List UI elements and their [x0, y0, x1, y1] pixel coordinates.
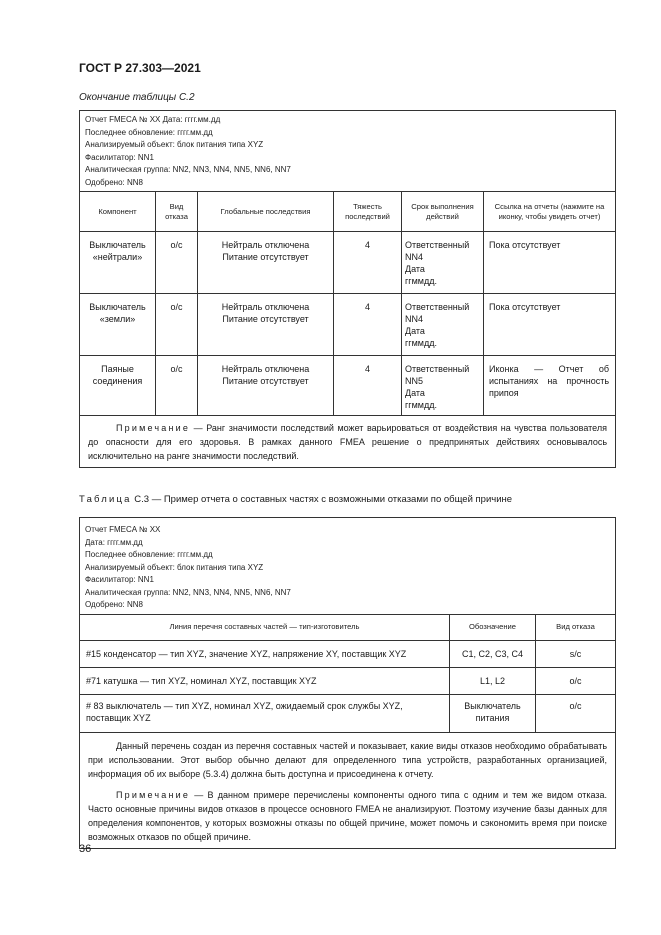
effects-line: Нейтраль отключена [221, 364, 310, 374]
column-header: Ссылка на отчеты (нажмите на иконку, чтобы увидеть отчет) [484, 192, 616, 232]
effects-cell [198, 232, 334, 294]
deadline-line: NN4 [405, 314, 424, 324]
component-cell: Выключатель «земли» [80, 294, 156, 356]
note-label: Примечание [116, 423, 191, 433]
table-row [80, 232, 616, 294]
component-cell: Паяные соединения [80, 356, 156, 416]
table-title-text: С.3 — Пример отчета о составных частях с возможными отказами по общей причине [131, 494, 513, 505]
failure-mode-cell: о/с [156, 294, 198, 356]
deadline-line: NN5 [405, 376, 424, 386]
report-link-cell: Пока отсутствует [484, 232, 616, 294]
info-line: Анализируемый объект: блок питания типа XYZ [85, 562, 264, 572]
effects-cell [198, 294, 334, 356]
table-c2 [79, 110, 616, 468]
table-row [80, 356, 616, 416]
report-info [80, 518, 616, 615]
info-line: Последнее обновление: гггг.мм.дд [85, 127, 213, 137]
column-header: Обозначение [450, 614, 536, 640]
failure-mode-cell: o/c [536, 667, 616, 694]
effects-line: Нейтраль отключена [221, 240, 310, 250]
column-header: Линия перечня составных частей — тип-изготовитель [80, 614, 450, 640]
info-line: Одобрено: NN8 [85, 177, 143, 187]
report-link-cell: Пока отсутствует [484, 294, 616, 356]
report-info [80, 111, 616, 192]
component-cell: Выключатель «нейтрали» [80, 232, 156, 294]
part-cell: #15 конденсатор — тип XYZ, значение XYZ, напряжение XY, поставщик XYZ [80, 640, 450, 667]
effects-line: Питание отсутствует [222, 314, 309, 324]
deadline-line: Ответственный [405, 364, 470, 374]
designation-cell: Выключатель питания [450, 694, 536, 732]
deadline-line: ггммдд. [405, 400, 437, 410]
failure-mode-cell: о/с [156, 232, 198, 294]
effects-line: Питание отсутствует [222, 376, 309, 386]
part-cell: #71 катушка — тип XYZ, номинал XYZ, поставщик XYZ [80, 667, 450, 694]
table-label: Таблица [79, 494, 132, 505]
table-header-row [80, 192, 616, 232]
note-label: Примечание [116, 789, 191, 800]
note-text: — В данном примере перечислены компоненты одного типа с одним и тем же видом отказа. Часто основные причины видов отказов в процессе основного FMEA не анализируют. Поэтому изучение базы данных для определения компонентов, у которых возможны отказы по общей причине, может помочь и сэкономить время при поиске возможных отказов по общей причине. [88, 789, 608, 842]
deadline-cell [402, 294, 484, 356]
info-line: Фасилитатор: NN1 [85, 575, 154, 584]
column-header: Компонент [80, 192, 156, 232]
deadline-line: Ответственный [405, 302, 470, 312]
severity-cell: 4 [334, 232, 402, 294]
designation-cell: C1, C2, C3, C4 [450, 640, 536, 667]
deadline-line: ггммдд. [405, 276, 437, 286]
info-line: Аналитическая группа: NN2, NN3, NN4, NN5, NN6, NN7 [85, 587, 291, 597]
column-header: Вид отказа [156, 192, 198, 232]
deadline-line: Дата [405, 388, 425, 398]
column-header: Срок выполнения действий [402, 192, 484, 232]
deadline-line: Дата [405, 264, 425, 274]
table-note [80, 416, 616, 468]
info-line: Фасилитатор: NN1 [85, 152, 154, 162]
info-line: Одобрено: NN8 [85, 600, 143, 609]
severity-cell: 4 [334, 356, 402, 416]
info-line: Аналитическая группа: NN2, NN3, NN4, NN5, NN6, NN7 [85, 165, 291, 174]
table-c3 [79, 517, 616, 849]
deadline-line: ггммдд. [405, 338, 437, 348]
severity-cell: 4 [334, 294, 402, 356]
table-note [80, 732, 616, 848]
column-header: Вид отказа [536, 614, 616, 640]
table-row [80, 694, 616, 732]
deadline-cell [402, 232, 484, 294]
deadline-line: Ответственный [405, 240, 470, 250]
column-header: Тяжесть последствий [334, 192, 402, 232]
failure-mode-cell: s/c [536, 640, 616, 667]
part-cell: # 83 выключатель — тип XYZ, номинал XYZ, ожидаемый срок службы XYZ, поставщик XYZ [80, 694, 450, 732]
effects-line: Нейтраль отключена [221, 302, 310, 312]
note-text: — Ранг значимости последствий может варьироваться от воздействия на чувства пользователя до опасности для его здоровья. В рамках данного FMEA решение о предпринятых действиях основывалось исключительно на ранге значимости последствий. [88, 423, 608, 461]
table-row [80, 294, 616, 356]
table-row [80, 640, 616, 667]
table-row [80, 667, 616, 694]
effects-cell [198, 356, 334, 416]
failure-mode-cell: о/с [156, 356, 198, 416]
info-line: Отчет FMECA № XX Дата: гггг.мм.дд [85, 115, 221, 124]
deadline-line: NN4 [405, 252, 424, 262]
info-line: Отчет FMECA № XX [85, 525, 161, 534]
info-line: Последнее обновление: гггг.мм.дд [85, 550, 213, 559]
effects-line: Питание отсутствует [222, 252, 309, 262]
report-link-cell: Иконка — Отчет об испытаниях на прочность припоя [484, 356, 616, 416]
failure-mode-cell: o/c [536, 694, 616, 732]
explanation-paragraph: Данный перечень создан из перечня составных частей и показывает, какие виды отказов необходимо обрабатывать при использовании. Этот выбор обычно делают для определенного типа устройств, разработанных организацией, информация об их выборе (5.3.4) должна быть доступна и присоединена к отчету. [88, 740, 608, 779]
column-header: Глобальные последствия [198, 192, 334, 232]
page-number: 36 [79, 843, 92, 855]
document-number: ГОСТ Р 27.303—2021 [79, 61, 201, 75]
table-header-row [80, 614, 616, 640]
deadline-line: Дата [405, 326, 425, 336]
table-continuation-caption: Окончание таблицы С.2 [79, 92, 195, 103]
info-line: Анализируемый объект: блок питания типа XYZ [85, 140, 264, 149]
info-line: Дата: гггг.мм.дд [85, 537, 143, 547]
table-c3-title [79, 494, 512, 505]
deadline-cell [402, 356, 484, 416]
designation-cell: L1, L2 [450, 667, 536, 694]
